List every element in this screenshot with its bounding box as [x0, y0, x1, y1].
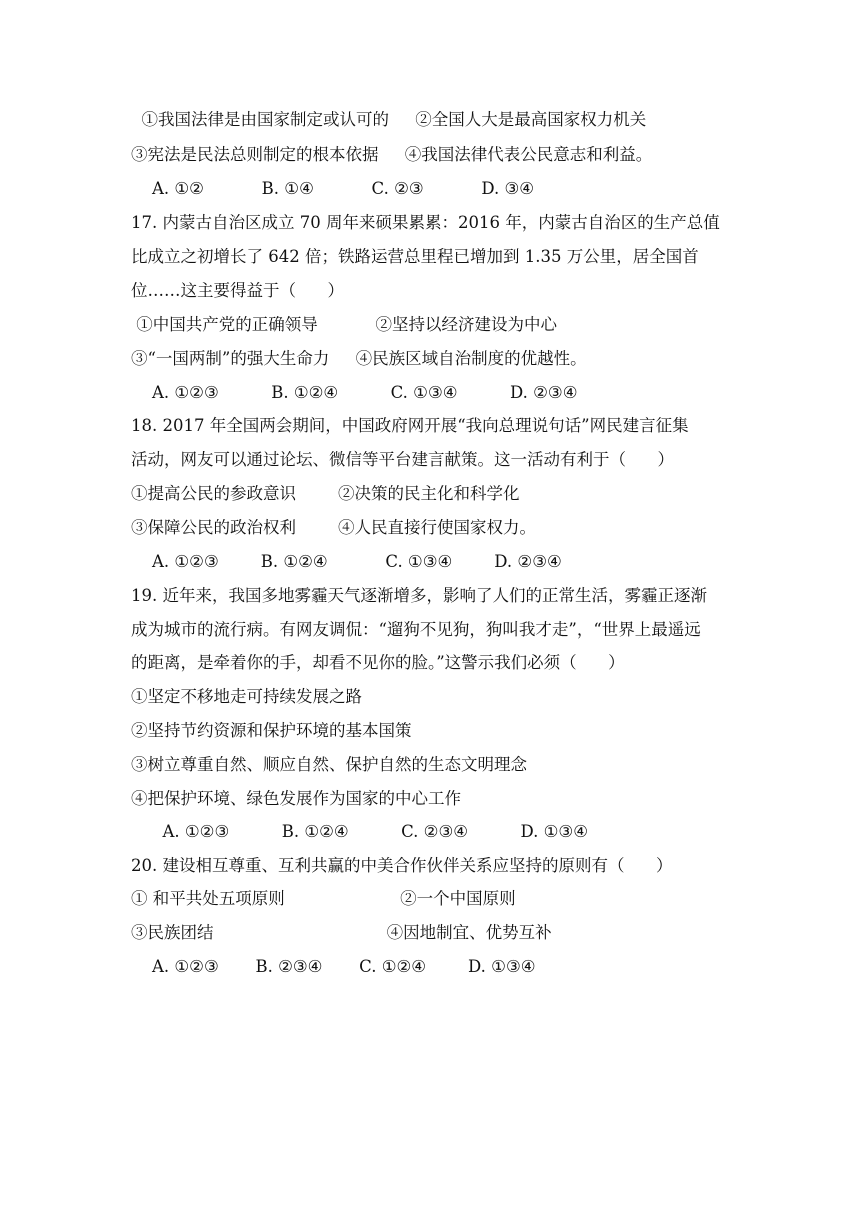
q19-statement-2: ②坚持节约资源和保护环境的基本国策 [131, 721, 412, 740]
q20-options: A. ①②③ B. ②③④ C. ①②④ D. ①③④ [131, 957, 536, 976]
q16-options: A. ①② B. ①④ C. ②③ D. ③④ [131, 179, 535, 198]
q19-statement-1: ①坚定不移地走可持续发展之路 [131, 687, 362, 706]
q19-stem-line-2: 成为城市的流行病。有网友调侃：“遛狗不见狗，狗叫我才走”，“世界上最遥远 [131, 620, 701, 639]
q18-statement-3-4: ③保障公民的政治权利 ④人民直接行使国家权力。 [131, 518, 536, 537]
q20-stem: 20. 建设相互尊重、互利共赢的中美合作伙伴关系应坚持的原则有（ ） [131, 856, 673, 875]
q17-stem-line-3: 位……这主要得益于（ ） [131, 281, 344, 300]
q18-stem-line-1: 18. 2017 年全国两会期间，中国政府网开展“我向总理说句话”网民建言征集 [131, 416, 689, 435]
q19-options: A. ①②③ B. ①②④ C. ②③④ D. ①③④ [131, 822, 588, 841]
q17-options: A. ①②③ B. ①②④ C. ①③④ D. ②③④ [131, 383, 578, 402]
q17-stem-line-1: 17. 内蒙古自治区成立 70 周年来硕果累累：2016 年，内蒙古自治区的生产总值 [131, 213, 720, 232]
q18-options: A. ①②③ B. ①②④ C. ①③④ D. ②③④ [131, 552, 562, 571]
q17-stem-line-2: 比成立之初增长了 642 倍；铁路运营总里程已增加到 1.35 万公里，居全国首 [131, 247, 699, 266]
q16-statement-3-4: ③宪法是民法总则制定的根本依据 ④我国法律代表公民意志和利益。 [131, 145, 653, 164]
q20-statement-1-2: ① 和平共处五项原则 ②一个中国原则 [131, 889, 516, 908]
q16-statement-1-2: ①我国法律是由国家制定或认可的 ②全国人大是最高国家权力机关 [131, 110, 647, 129]
q19-statement-4: ④把保护环境、绿色发展作为国家的中心工作 [131, 789, 461, 808]
q18-stem-line-2: 活动，网友可以通过论坛、微信等平台建言献策。这一活动有利于（ ） [131, 450, 674, 469]
q20-statement-3-4: ③民族团结 ④因地制宜、优势互补 [131, 923, 552, 942]
q19-stem-line-1: 19. 近年来，我国多地雾霾天气逐渐增多，影响了人们的正常生活，雾霾正逐渐 [131, 586, 707, 605]
q17-statement-3-4: ③“一国两制”的强大生命力 ④民族区域自治制度的优越性。 [131, 349, 587, 368]
q19-statement-3: ③树立尊重自然、顺应自然、保护自然的生态文明理念 [131, 755, 527, 774]
q19-stem-line-3: 的距离，是牵着你的手，却看不见你的脸。”这警示我们必须（ ） [131, 653, 625, 672]
q18-statement-1-2: ①提高公民的参政意识 ②决策的民主化和科学化 [131, 484, 520, 503]
q17-statement-1-2: ①中国共产党的正确领导 ②坚持以经济建设为中心 [131, 315, 557, 334]
